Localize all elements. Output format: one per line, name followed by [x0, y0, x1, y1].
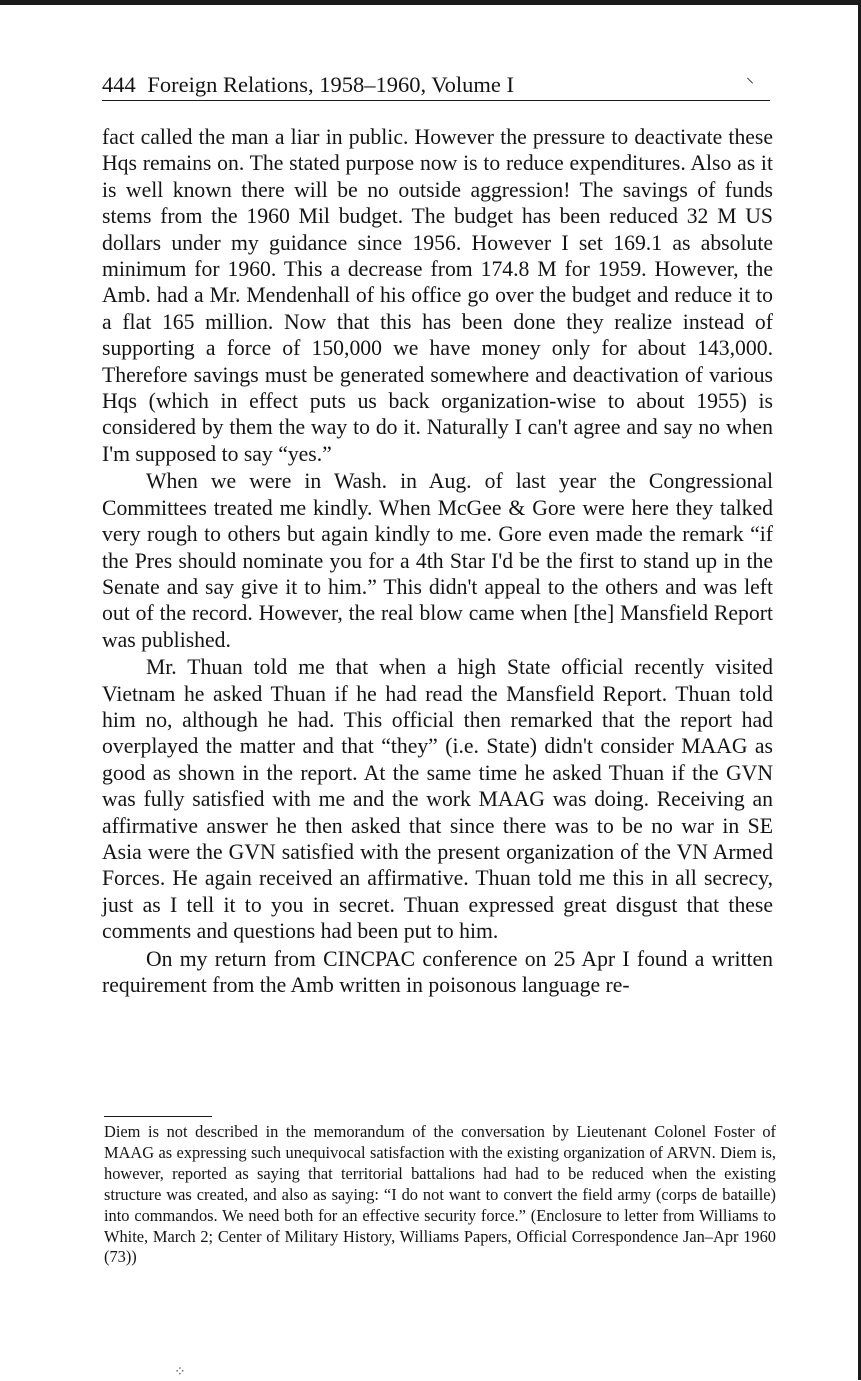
paragraph: fact called the man a liar in public. However the pressure to deactivate these Hqs remains on. The stated purpose now is to reduce expenditures. Also as it is well known there will be no outside aggression! The savings of funds stems from the 1960 Mil budget. The budget has been reduced 32 M US dollars under my guidance since 1956. However I set 169.1 as absolute minimum for 1960. This a decrease from 174.8 M for 1959. However, the Amb. had a Mr. Mendenhall of his office go over the budget and reduce it to a flat 165 million. Now that this has been done they realize instead of supporting a force of 150,000 we have money only for about 143,000. Therefore savings must be generated somewhere and deactivation of various Hqs (which in effect puts us back organization-wise to about 1955) is considered by them the way to do it. Naturally I can't agree and say no when I'm supposed to say “yes.”	[102, 125, 773, 466]
volume-title: Foreign Relations, 1958–1960, Volume I	[147, 72, 515, 97]
header-mark: ⸌	[745, 76, 754, 93]
running-header	[102, 70, 770, 101]
main-text	[102, 124, 773, 999]
paragraph: Mr. Thuan told me that when a high State official recently visited Vietnam he asked Thuan if he had read the Mansfield Report. Thuan told him no, although he had. This official then remarked that the report had overplayed the matter and that “they” (i.e. State) didn't consider MAAG as good as shown in the report. At the same time he asked Thuan if the GVN was fully satisfied with me and the work MAAG was doing. Receiving an affirmative answer he then asked that since there was to be no war in SE Asia were the GVN satisfied with the present organization of the VN Armed Forces. He again received an affirmative. Thuan told me this in all secrecy, just as I tell it to you in secret. Thuan expressed great disgust that these comments and questions had been put to him.	[102, 655, 773, 944]
paragraph: When we were in Wash. in Aug. of last year the Congressional Committees treated me kindly. When McGee & Gore were here they talked very rough to others but again kindly to me. Gore even made the remark “if the Pres should nominate you for a 4th Star I'd be the first to stand up in the Senate and say give it to him.” This didn't appeal to the others and was left out of the record. However, the real blow came when [the] Mansfield Report was published.	[102, 469, 773, 652]
scan-speck: ⁘	[174, 1365, 186, 1380]
page-number: 444	[102, 72, 136, 97]
footnote-text: Diem is not described in the memorandum of the conversation by Lieutenant Colonel Foster of MAAG as expressing such unequivocal satisfaction with the existing organization of ARVN. Diem is, however, reported as saying that territorial battalions had had to be reduced when the existing structure was created, and also as saying: “I do not want to convert the field army (corps de bataille) into commandos. We need both for an effective security force.” (Enclosure to letter from Williams to White, March 2; Center of Military History, Williams Papers, Official Correspondence Jan–Apr 1960 (73))	[104, 1122, 776, 1267]
footnote	[104, 1122, 776, 1268]
footnote-divider	[104, 1116, 212, 1117]
paragraph: On my return from CINCPAC conference on 25 Apr I found a written requirement from the Amb written in poisonous language re-	[102, 946, 773, 997]
page-top-edge	[0, 0, 861, 5]
